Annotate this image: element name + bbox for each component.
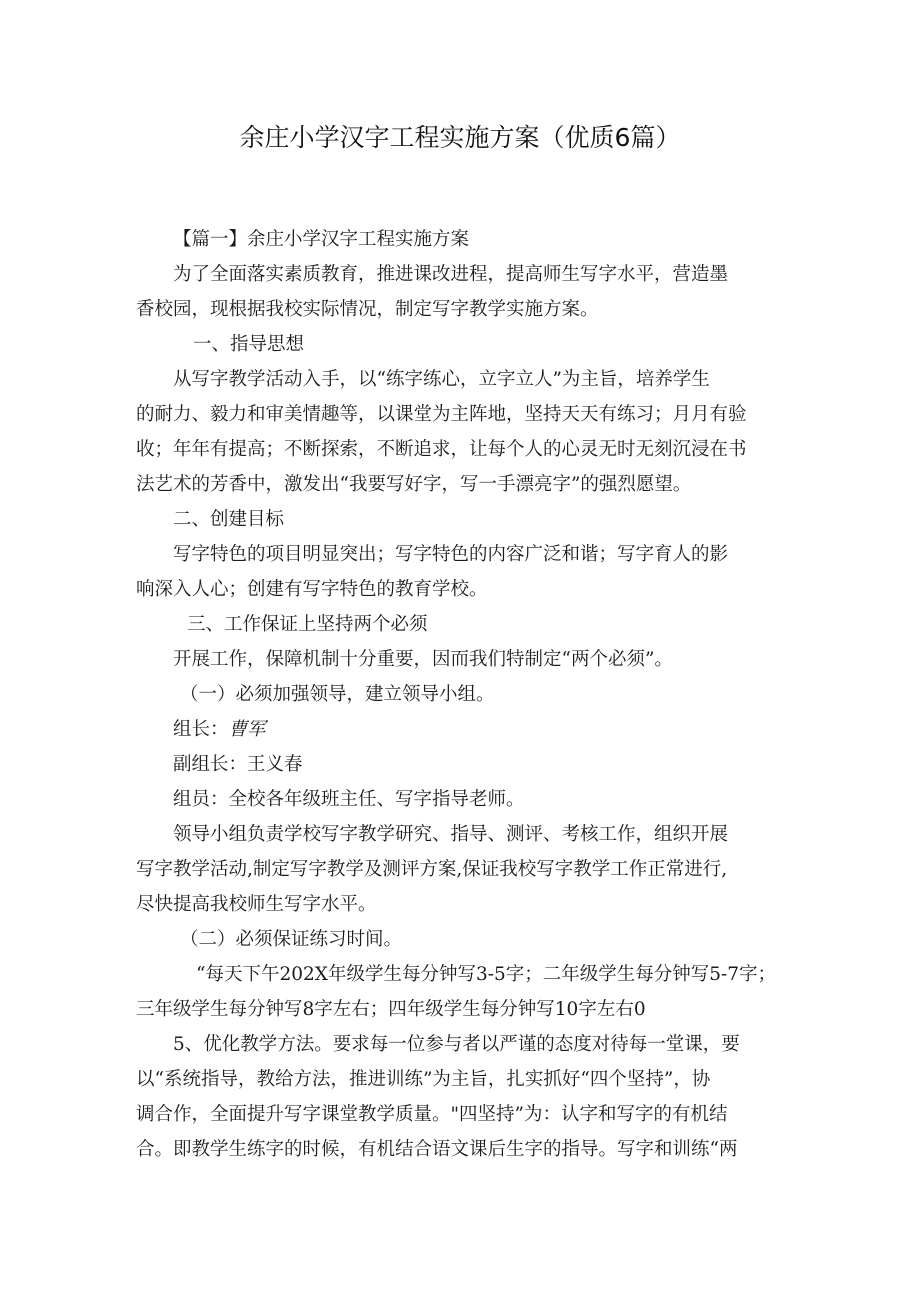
paragraph-line: 以“系统指导，教给方法，推进训练”为主旨，扎实抓好“四个坚持”，协 bbox=[136, 1069, 711, 1090]
paragraph-line: 合。即教学生练字的时候，有机结合语文课后生字的指导。写字和训练“两 bbox=[136, 1139, 738, 1160]
paragraph-line: 响深入人心；创建有写字特色的教育学校。 bbox=[136, 579, 488, 600]
heading-work-guarantee: 三、工作保证上坚持两个必须 bbox=[187, 614, 428, 635]
paragraph-line: 为了全面落实素质教育，推进课改进程，提高师生写字水平，营造墨 bbox=[173, 264, 729, 285]
heading-guiding-thought: 一、指导思想 bbox=[193, 334, 305, 355]
paragraph-line: 收；年年有提高；不断探索，不断追求，让每个人的心灵无时无刻沉浸在书 bbox=[136, 439, 747, 460]
section-heading: 【篇一】余庄小学汉字工程实施方案 bbox=[173, 229, 470, 250]
paragraph-line: 调合作，全面提升写字课堂教学质量。"四坚持”为：认字和写字的有机结 bbox=[136, 1104, 728, 1125]
heading-goals: 二、创建目标 bbox=[173, 509, 285, 530]
document-title: 余庄小学汉字工程实施方案（优质6篇） bbox=[239, 123, 681, 152]
paragraph-line: “每天下午202X年级学生每分钟写3-5字；二年级学生每分钟写5-7字； bbox=[196, 964, 777, 985]
paragraph-line: 三年级学生每分钟写8字左右；四年级学生每分钟写10字左右0 bbox=[136, 999, 646, 1020]
team-leader-label: 组长： bbox=[173, 719, 229, 740]
paragraph-line: 写字特色的项目明显突出；写字特色的内容广泛和谐；写字育人的影 bbox=[173, 544, 729, 565]
subheading-practice-time: （二）必须保证练习时间。 bbox=[180, 929, 403, 950]
paragraph-line: 开展工作，保障机制十分重要，因而我们特制定“两个必须”。 bbox=[173, 649, 673, 670]
team-leader-line bbox=[136, 712, 796, 747]
paragraph-line: 的耐力、毅力和审美情趣等，以课堂为主阵地，坚持天天有练习；月月有验 bbox=[136, 404, 747, 425]
deputy-leader-line: 副组长：王义春 bbox=[173, 754, 303, 775]
subheading-leadership: （一）必须加强领导，建立领导小组。 bbox=[180, 684, 495, 705]
paragraph-line: 写字教学活动,制定写字教学及测评方案,保证我校写字教学工作正常进行, bbox=[136, 859, 728, 880]
paragraph-line: 5、优化教学方法。要求每一位参与者以严谨的态度对待每一堂课，要 bbox=[173, 1034, 740, 1055]
team-leader-name: 曹军 bbox=[228, 719, 266, 740]
paragraph-line: 法艺术的芳香中，激发出“我要写好字，写一手漂亮字”的强烈愿望。 bbox=[136, 474, 692, 495]
paragraph-line: 尽快提高我校师生写字水平。 bbox=[136, 894, 377, 915]
paragraph-line: 从写字教学活动入手，以“练字练心，立字立人”为主旨，培养学生 bbox=[173, 369, 710, 390]
members-line: 组员：全校各年级班主任、写字指导老师。 bbox=[173, 789, 525, 810]
document-body bbox=[136, 222, 796, 1167]
paragraph-line: 领导小组负责学校写字教学研究、指导、测评、考核工作，组织开展 bbox=[173, 824, 729, 845]
paragraph-line: 香校园，现根据我校实际情况，制定写字教学实施方案。 bbox=[136, 299, 599, 320]
